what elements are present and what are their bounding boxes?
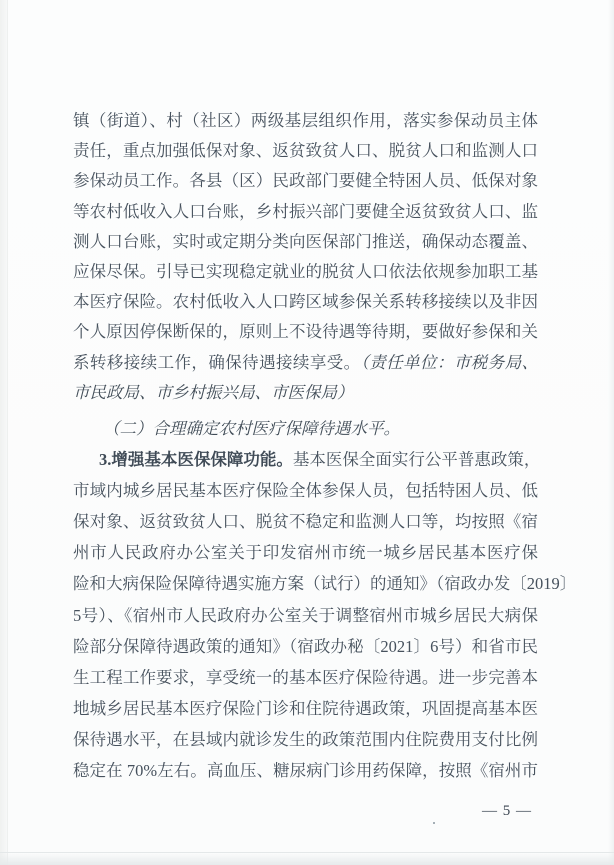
text-line	[73, 106, 538, 136]
page-number: — 5 —	[482, 803, 532, 819]
text-line	[73, 378, 538, 408]
kaiti-text-segment: （二）合理确定农村医疗保障待遇水平。	[103, 418, 400, 438]
body-text-segment: 5号）、《宿州市人民政府办公室关于调整宿州市城乡居民大病保	[73, 605, 538, 625]
body-text-segment: 险和大病保险保障待遇实施方案（试行）的通知》（宿政办发〔2019〕	[73, 574, 577, 594]
document-body	[73, 106, 577, 786]
body-text-segment: 责任，重点加强低保对象、返贫致贫人口、脱贫人口和监测人口	[73, 141, 538, 161]
body-text-segment: 州市人民政府办公室关于印发宿州市统一城乡居民基本医疗保	[73, 543, 538, 563]
body-text-segment: 险部分保障待遇政策的通知》（宿政办秘〔2021〕6号）和省市民	[73, 636, 538, 656]
body-text-segment: 保待遇水平，在县域内就诊发生的政策范围内住院费用支付比例	[73, 729, 538, 749]
body-text-segment: 参保动员工作。各县（区）民政部门要健全特困人员、低保对象	[73, 171, 538, 191]
text-line	[73, 693, 538, 724]
text-line	[73, 414, 538, 444]
text-line	[73, 227, 538, 257]
body-text-segment: 个人原因停保断保的，原则上不设待遇等待期，要做好参保和关	[73, 322, 538, 342]
scan-bottom-edge-shadow	[0, 852, 614, 865]
text-line	[73, 506, 538, 537]
text-line	[73, 348, 538, 378]
emphasis-text-segment: 3.增强基本医保保障功能。	[99, 450, 293, 470]
text-line	[73, 755, 538, 786]
kaiti-text-segment: 市民政局、市乡村振兴局、市医保局）	[73, 382, 354, 402]
body-text-segment: 市域内城乡居民基本医疗保险全体参保人员，包括特困人员、低	[73, 481, 538, 501]
text-line	[73, 317, 538, 347]
kaiti-text-segment: （责任单位：市税务局、	[360, 352, 539, 372]
scan-right-edge-shadow	[608, 0, 614, 865]
body-text-segment: 测人口台账，实时或定期分类向医保部门推送，确保动态覆盖、	[73, 231, 538, 251]
body-text-segment: 等农村低收入人口台账，乡村振兴部门要健全返贫致贫人口、监	[73, 201, 538, 221]
text-line	[73, 197, 538, 227]
text-line	[73, 662, 538, 693]
body-text-segment: 保对象、返贫致贫人口、脱贫不稳定和监测人口等，均按照《宿	[73, 512, 538, 532]
text-line	[73, 537, 538, 568]
body-text-segment: 地城乡居民基本医疗保险门诊和住院待遇政策，巩固提高基本医	[73, 698, 538, 718]
body-text-segment: 生工程工作要求，享受统一的基本医疗保险待遇。进一步完善本	[73, 667, 538, 687]
body-text-segment: 系转移接续工作，确保待遇接续享受。	[73, 352, 361, 372]
text-line	[73, 136, 538, 166]
text-line	[73, 475, 538, 506]
body-text-segment: 应保尽保。引导已实现稳定就业的脱贫人口依法依规参加职工基	[73, 261, 538, 281]
text-line	[73, 568, 577, 599]
body-text-segment: 基本医保全面实行公平普惠政策，	[292, 450, 541, 470]
body-text-segment: 镇（街道）、村（社区）两级基层组织作用，落实参保动员主体	[73, 111, 538, 130]
scan-speck	[433, 822, 435, 824]
scan-left-edge-shadow	[0, 0, 8, 865]
text-line	[73, 257, 538, 287]
text-line	[73, 600, 538, 631]
text-line	[73, 444, 541, 475]
text-line	[73, 724, 538, 755]
text-line	[73, 631, 538, 662]
text-line	[73, 287, 538, 317]
body-text-segment: 稳定在 70%左右。高血压、糖尿病门诊用药保障，按照《宿州市	[73, 761, 538, 780]
text-line	[73, 166, 538, 196]
body-text-segment: 本医疗保险。农村低收入人口跨区域参保关系转移接续以及非因	[73, 292, 538, 312]
